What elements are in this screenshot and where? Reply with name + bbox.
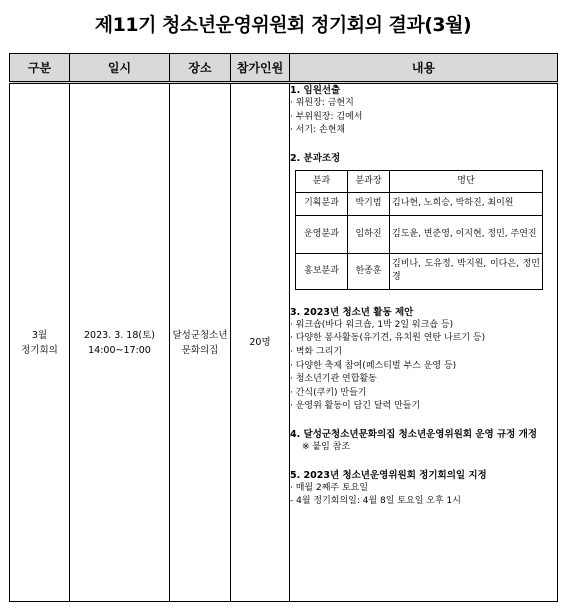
section1-title: 1. 임원선출 xyxy=(290,85,341,96)
category-month: 3월 xyxy=(31,329,48,341)
division-table xyxy=(295,170,543,290)
list-item: · 청소년기관 연합활동 xyxy=(290,374,377,385)
division-name: 운영분과 xyxy=(296,215,348,253)
list-item: · 다양한 축제 참여(페스티벌 부스 운영 등) xyxy=(290,360,457,371)
list-item: · 운영위 활동이 담긴 달력 만들기 xyxy=(290,401,421,412)
members-header: 명단 xyxy=(390,170,543,192)
category-type: 정기회의 xyxy=(21,344,58,356)
meeting-result-table xyxy=(9,53,558,602)
table-row xyxy=(296,192,543,215)
participant-count: 20명 xyxy=(249,337,271,348)
list-item: · 다양한 봉사활동(유기견, 유치원 연탄 나르기 등) xyxy=(290,333,486,344)
category-cell xyxy=(10,83,70,602)
meeting-time: 14:00~17:00 xyxy=(88,344,151,356)
header-content: 내용 xyxy=(290,54,558,83)
list-item: · 부위원장: 김예서 xyxy=(290,111,363,122)
list-item: · 벽화 그리기 xyxy=(290,346,343,357)
header-place: 장소 xyxy=(170,54,231,83)
table-row xyxy=(10,83,558,602)
division-members: 김도윤, 변준영, 이지현, 정민, 주연진 xyxy=(390,215,543,253)
participants-cell xyxy=(231,83,290,602)
list-item: · 매월 2째주 토요일 xyxy=(290,482,369,493)
table-row xyxy=(296,215,543,253)
place-line1: 달성군청소년 xyxy=(172,329,228,341)
section3-title: 3. 2023년 청소년 활동 제안 xyxy=(290,306,414,318)
division-members: 김비나, 도유정, 박지원, 이다은, 정민경 xyxy=(390,253,543,289)
list-item: · 워크숍(바다 워크숍, 1박 2일 워크숍 등) xyxy=(290,319,454,330)
page-title: 제11기 청소년운영위원회 정기회의 결과(3월) xyxy=(94,14,472,36)
attachment-note: ※ 붙임 참조 xyxy=(302,441,351,452)
section2-title: 2. 분과조정 xyxy=(290,152,341,164)
header-row xyxy=(10,54,558,83)
header-category: 구분 xyxy=(10,54,70,83)
place-line2: 문화의집 xyxy=(181,344,219,356)
leader-header: 분과장 xyxy=(348,170,390,192)
section4-title: 4. 달성군청소년문화의집 청소년운영위원회 운영 규정 개정 xyxy=(290,428,538,440)
content-cell xyxy=(290,83,558,602)
datetime-cell xyxy=(70,83,170,602)
list-item: · 서기: 손현채 xyxy=(290,125,346,136)
meeting-date: 2023. 3. 18(토) xyxy=(84,329,155,341)
list-item: · 간식(쿠키) 만들기 xyxy=(290,387,367,398)
division-header: 분과 xyxy=(296,170,348,192)
header-datetime: 일시 xyxy=(70,54,170,83)
list-item: · 위원장: 금현지 xyxy=(290,98,354,108)
division-header-row xyxy=(296,170,543,192)
division-leader: 박기범 xyxy=(348,192,390,215)
division-name: 기획분과 xyxy=(296,192,348,215)
table-row xyxy=(296,253,543,289)
division-name: 홍보분과 xyxy=(296,253,348,289)
list-item: - 4월 정기회의일: 4월 8일 토요일 오후 1시 xyxy=(290,496,461,507)
section5-title: 5. 2023년 청소년운영위원회 정기회의일 지정 xyxy=(290,469,487,481)
division-leader: 한종훈 xyxy=(348,253,390,289)
place-cell xyxy=(170,83,231,602)
header-participants: 참가인원 xyxy=(231,54,290,83)
division-leader: 임하진 xyxy=(348,215,390,253)
division-members: 김나현, 노희승, 박하진, 최이원 xyxy=(390,192,543,215)
